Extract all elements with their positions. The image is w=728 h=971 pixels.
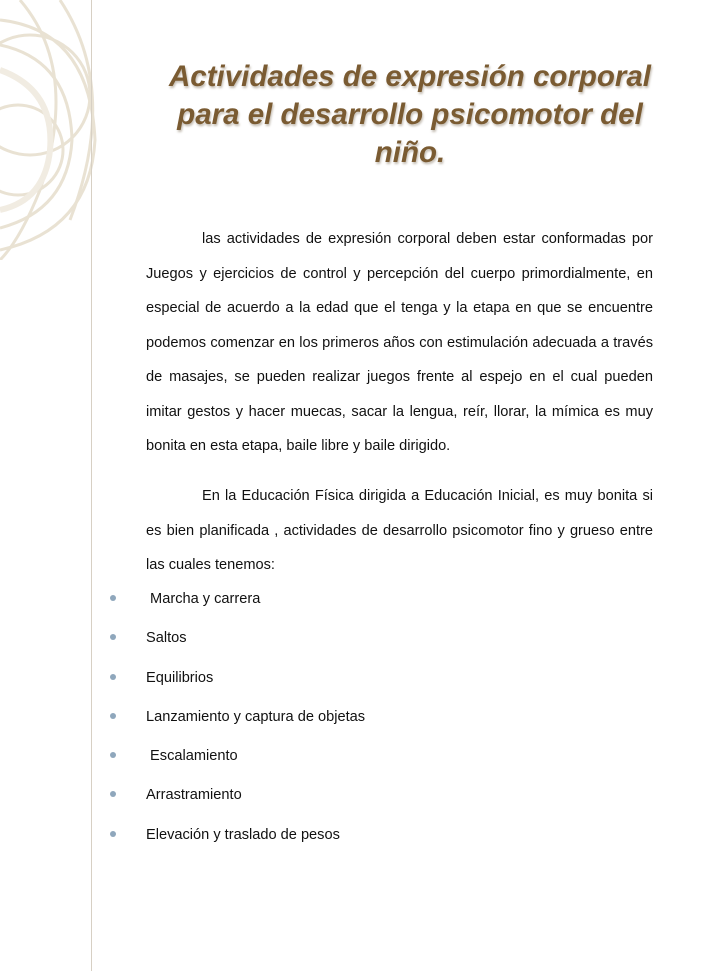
list-item-label: Arrastramiento <box>146 787 242 804</box>
title-line-3: niño. <box>374 136 446 169</box>
bullet-dot-icon <box>110 674 116 680</box>
list-item-label: Marcha y carrera <box>146 591 261 607</box>
page-title <box>130 58 690 172</box>
list-item-label: Equilibrios <box>146 669 214 686</box>
bullet-dot-icon <box>110 634 116 640</box>
bullet-dot-icon <box>110 595 116 601</box>
title-line-1: Actividades de expresión corporal <box>169 60 651 93</box>
list-item-label: Lanzamiento y captura de objetas <box>146 708 366 725</box>
list-item-label: Saltos <box>146 630 187 647</box>
paragraph-2-text: En la Educación Física dirigida a Educación Inicial, es muy bonita si es bien planificada , actividades de desarrollo psicomotor fino y grueso entre las cuales tenemos: <box>146 488 653 573</box>
bullet-dot-icon <box>110 831 116 837</box>
list-item-label: Escalamiento <box>146 748 238 765</box>
page-margin-line <box>91 0 92 971</box>
paragraph-2 <box>146 479 653 583</box>
paragraph-1-text: las actividades de expresión corporal deben estar conformadas por Juegos y ejercicios de control y percepción del cuerpo primordialmente, en especial de acuerdo a la edad que el tenga y la etapa en que se encuentre podemos comenzar en los primeros años con estimulación adecuada a través de masajes, se pueden realizar juegos frente al espejo en el cual pueden imitar gestos y hacer muecas, sacar la lengua, reír, llorar, la mímica es muy bonita en esta etapa, baile libre y baile dirigido. <box>146 231 653 454</box>
decorative-arcs-icon <box>0 0 140 260</box>
title-line-2: para el desarrollo psicomotor del <box>177 98 643 131</box>
paragraph-1 <box>146 222 653 464</box>
bullet-dot-icon <box>110 713 116 719</box>
list-item-label: Elevación y traslado de pesos <box>146 826 340 843</box>
bullet-dot-icon <box>110 791 116 797</box>
bullet-dot-icon <box>110 752 116 758</box>
